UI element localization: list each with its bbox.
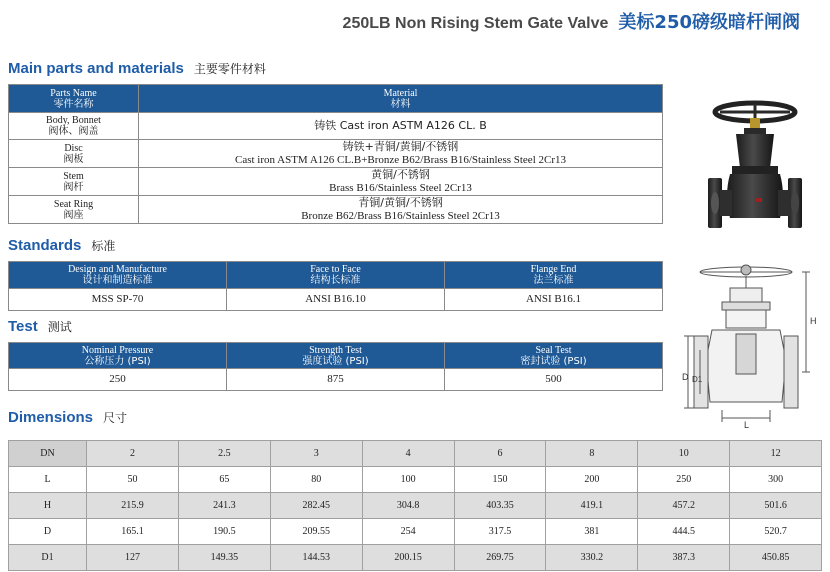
row-label: L (9, 467, 87, 493)
dim-cell: 100 (362, 467, 454, 493)
materials-heading (8, 60, 266, 78)
test-value: 875 (227, 369, 445, 391)
dim-cell: 254 (362, 519, 454, 545)
dim-cell: 330.2 (546, 545, 638, 571)
label-h: H (810, 316, 817, 326)
dim-cell: 501.6 (730, 493, 822, 519)
dim-cell: 190.5 (178, 519, 270, 545)
dimensions-table (8, 440, 822, 571)
dim-cell: 457.2 (638, 493, 730, 519)
dim-cell: 144.53 (270, 545, 362, 571)
table-row (9, 113, 663, 140)
material-cell: 黄铜/不锈钢 Brass B16/Stainless Steel 2Cr13 (139, 168, 663, 196)
dim-cell: 165.1 (87, 519, 179, 545)
standard-value: ANSI B16.10 (227, 289, 445, 311)
dim-cell: 209.55 (270, 519, 362, 545)
test-value: 500 (445, 369, 663, 391)
label-d1: D1 (692, 375, 703, 384)
valve-section-drawing (682, 262, 822, 430)
label-d: D (682, 372, 689, 382)
col-strength-test: Strength Test 强度试验 (PSI) (227, 343, 445, 369)
table-row (9, 196, 663, 224)
standards-header-row (9, 262, 663, 289)
material-cell: 铸铁+青铜/黄铜/不锈钢 Cast iron ASTM A126 CL.B+Bronze B62/Brass B16/Stainless Steel 2Cr13 (139, 140, 663, 168)
materials-heading-en: Main parts and materials (8, 60, 184, 77)
standards-heading-en: Standards (8, 237, 82, 254)
col-design-manufacture: Design and Manufacture 设计和制造标准 (9, 262, 227, 289)
valve-photo (700, 98, 810, 238)
part-cell: Seat Ring 阀座 (9, 196, 139, 224)
dim-cell: 150 (454, 467, 546, 493)
dim-cell: 6 (454, 441, 546, 467)
dim-cell: 419.1 (546, 493, 638, 519)
dim-cell: 12 (730, 441, 822, 467)
part-cell: Body, Bonnet 阀体、阀盖 (9, 113, 139, 140)
standards-heading-zh: 标准 (91, 239, 116, 253)
dim-cell: 250 (638, 467, 730, 493)
col-face-to-face: Face to Face 结构长标准 (227, 262, 445, 289)
dim-cell: 387.3 (638, 545, 730, 571)
standards-heading (8, 237, 115, 255)
label-l: L (744, 420, 750, 430)
title-en: 250LB Non Rising Stem Gate Valve (342, 15, 609, 32)
dim-cell: 215.9 (87, 493, 179, 519)
table-row (9, 289, 663, 311)
dim-cell: 269.75 (454, 545, 546, 571)
dim-cell: 200.15 (362, 545, 454, 571)
dim-cell: 200 (546, 467, 638, 493)
test-table (8, 342, 663, 391)
dim-cell: 65 (178, 467, 270, 493)
test-heading (8, 318, 72, 336)
standard-value: MSS SP-70 (9, 289, 227, 311)
row-label: D1 (9, 545, 87, 571)
material-cell: 铸铁 Cast iron ASTM A126 CL. B (139, 113, 663, 140)
dim-cell: 50 (87, 467, 179, 493)
dim-cell: 450.85 (730, 545, 822, 571)
dimensions-heading-zh: 尺寸 (103, 411, 128, 425)
materials-table (8, 84, 663, 224)
dim-cell: 403.35 (454, 493, 546, 519)
materials-header-row (9, 85, 663, 113)
part-cell: Stem 阀杆 (9, 168, 139, 196)
dim-cell: 3 (270, 441, 362, 467)
title-zh: 美标250磅级暗杆闸阀 (618, 12, 800, 33)
test-heading-en: Test (8, 318, 38, 335)
dimension-row-h (9, 493, 822, 519)
dim-cell: 520.7 (730, 519, 822, 545)
dim-cell: 10 (638, 441, 730, 467)
row-label: D (9, 519, 87, 545)
table-row (9, 369, 663, 391)
dim-cell: 300 (730, 467, 822, 493)
page-title (343, 8, 800, 34)
material-cell: 青铜/黄铜/不锈钢 Bronze B62/Brass B16/Stainless Steel 2Cr13 (139, 196, 663, 224)
dim-cell: 80 (270, 467, 362, 493)
dim-cell: 2 (87, 441, 179, 467)
dimensions-heading-en: Dimensions (8, 409, 94, 426)
dim-cell: 127 (87, 545, 179, 571)
table-row (9, 140, 663, 168)
part-cell: Disc 阀板 (9, 140, 139, 168)
dim-cell: 149.35 (178, 545, 270, 571)
col-seal-test: Seal Test 密封试验 (PSI) (445, 343, 663, 369)
dim-cell: 241.3 (178, 493, 270, 519)
col-part-name: Parts Name 零件名称 (9, 85, 139, 113)
dim-cell: 304.8 (362, 493, 454, 519)
dim-cell: 282.45 (270, 493, 362, 519)
col-flange-end: Flange End 法兰标准 (445, 262, 663, 289)
test-header-row (9, 343, 663, 369)
dim-cell: 317.5 (454, 519, 546, 545)
dimensions-heading (8, 409, 127, 427)
dim-cell: 4 (362, 441, 454, 467)
standard-value: ANSI B16.1 (445, 289, 663, 311)
row-label: DN (9, 441, 87, 467)
dim-cell: 381 (546, 519, 638, 545)
col-material: Material 材料 (139, 85, 663, 113)
col-nominal-pressure: Nominal Pressure 公称压力 (PSI) (9, 343, 227, 369)
dimension-row-l (9, 467, 822, 493)
dimension-row-d1 (9, 545, 822, 571)
dim-cell: 2.5 (178, 441, 270, 467)
dimension-row-d (9, 519, 822, 545)
row-label: H (9, 493, 87, 519)
dim-cell: 444.5 (638, 519, 730, 545)
dimension-row-dn (9, 441, 822, 467)
dim-cell: 8 (546, 441, 638, 467)
test-heading-zh: 测试 (47, 320, 72, 334)
standards-table (8, 261, 663, 311)
table-row (9, 168, 663, 196)
materials-heading-zh: 主要零件材料 (193, 62, 266, 76)
test-value: 250 (9, 369, 227, 391)
